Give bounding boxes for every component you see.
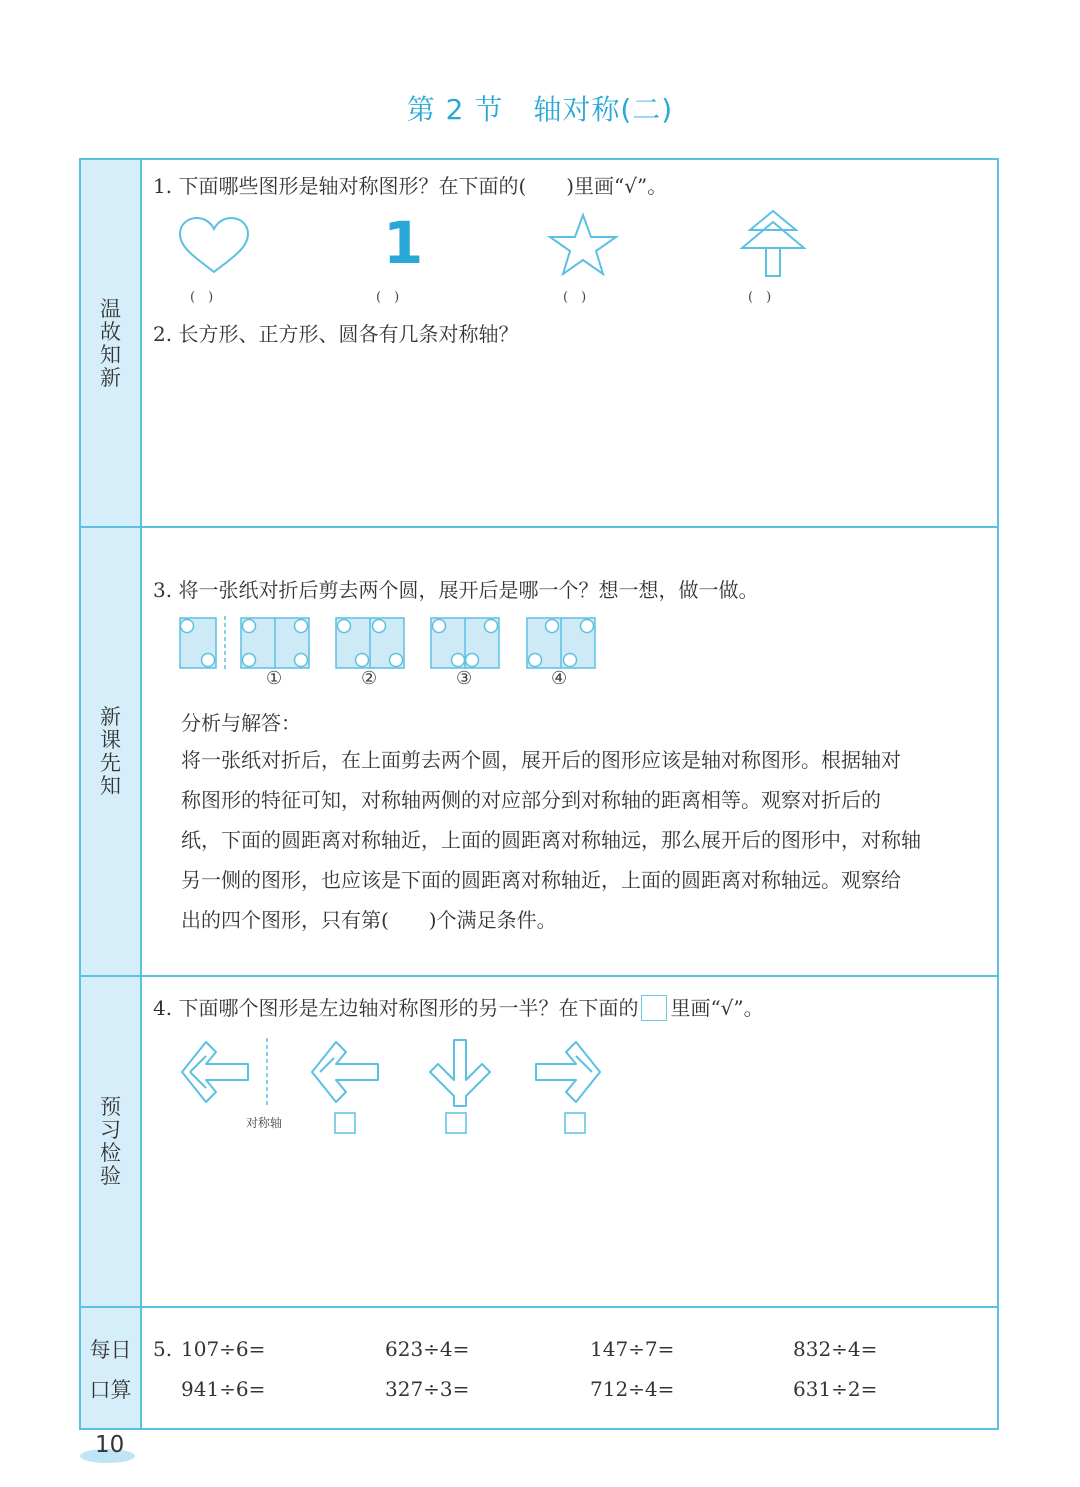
- page-title: [0, 88, 1080, 128]
- calc-item: 631÷2=: [793, 1377, 878, 1401]
- divider-line: [79, 975, 999, 977]
- answer-paren[interactable]: ( ): [376, 290, 400, 305]
- sidebar-label-preview-check: 预 习 检 验: [100, 1095, 121, 1188]
- inline-answer-box: [641, 995, 667, 1021]
- folded-paper-figures: [176, 614, 606, 674]
- question-2-text: 2. 长方形、正方形、圆各有几条对称轴？: [153, 322, 519, 346]
- analysis-text: 将一张纸对折后，在上面剪去两个圆，展开后的图形应该是轴对称图形。根据轴对 称图形的特征可知，对称轴两侧的对应部分到对称轴的距离相等。观察对折后的 纸，下面的圆距离对称轴近，上面的圆距离对称轴远，那么展开后的图形中，对称轴 另一侧的图形，也应该是下面的圆距离对称轴近，上面的圆距离对称轴远。观察给 出的四个图形，只有第( )个满足条件。: [181, 748, 921, 932]
- option-label: ②: [361, 668, 378, 689]
- analysis-title: 分析与解答：: [181, 711, 301, 735]
- calc-item: 832÷4=: [793, 1337, 878, 1361]
- option-label: ④: [551, 668, 568, 689]
- sidebar-label-new-lesson: 新 课 先 知: [100, 705, 121, 798]
- option-label: ①: [266, 668, 283, 689]
- divider-line: [79, 526, 999, 528]
- calc-item: 147÷7=: [590, 1337, 675, 1361]
- tree-figure: [738, 208, 808, 280]
- sidebar-label-review: 温 故 知 新: [100, 297, 121, 390]
- question-5-number: 5.: [153, 1337, 173, 1361]
- section-title: 轴对称(二): [533, 93, 674, 126]
- answer-paren[interactable]: ( ): [748, 290, 772, 305]
- page-number: 10: [95, 1432, 125, 1458]
- sidebar-label-daily-calc: 每日 口算: [89, 1338, 132, 1402]
- question-3-text: 3. 将一张纸对折后剪去两个圆，展开后是哪一个？想一想，做一做。: [153, 578, 759, 602]
- section-number: 第 2 节: [406, 93, 504, 126]
- answer-paren[interactable]: ( ): [190, 290, 214, 305]
- calc-item: 941÷6=: [181, 1377, 266, 1401]
- calc-item: 107÷6=: [181, 1337, 266, 1361]
- option-label: ③: [456, 668, 473, 689]
- calc-item: 327÷3=: [385, 1377, 470, 1401]
- digit-one-figure: 1: [383, 209, 424, 277]
- star-figure: [546, 212, 620, 276]
- calc-item: 712÷4=: [590, 1377, 675, 1401]
- calc-item: 623÷4=: [385, 1337, 470, 1361]
- symmetry-axis-label: 对称轴: [246, 1116, 283, 1130]
- question-1-text: 1. 下面哪些图形是轴对称图形？在下面的( )里画“√”。: [153, 174, 668, 198]
- arrow-figures: [176, 1034, 616, 1138]
- heart-figure: [176, 216, 252, 276]
- question-4-text: 4. 下面哪个图形是左边轴对称图形的另一半？在下面的 里画“√”。: [153, 996, 764, 1020]
- answer-paren[interactable]: ( ): [563, 290, 587, 305]
- divider-line: [79, 1306, 999, 1308]
